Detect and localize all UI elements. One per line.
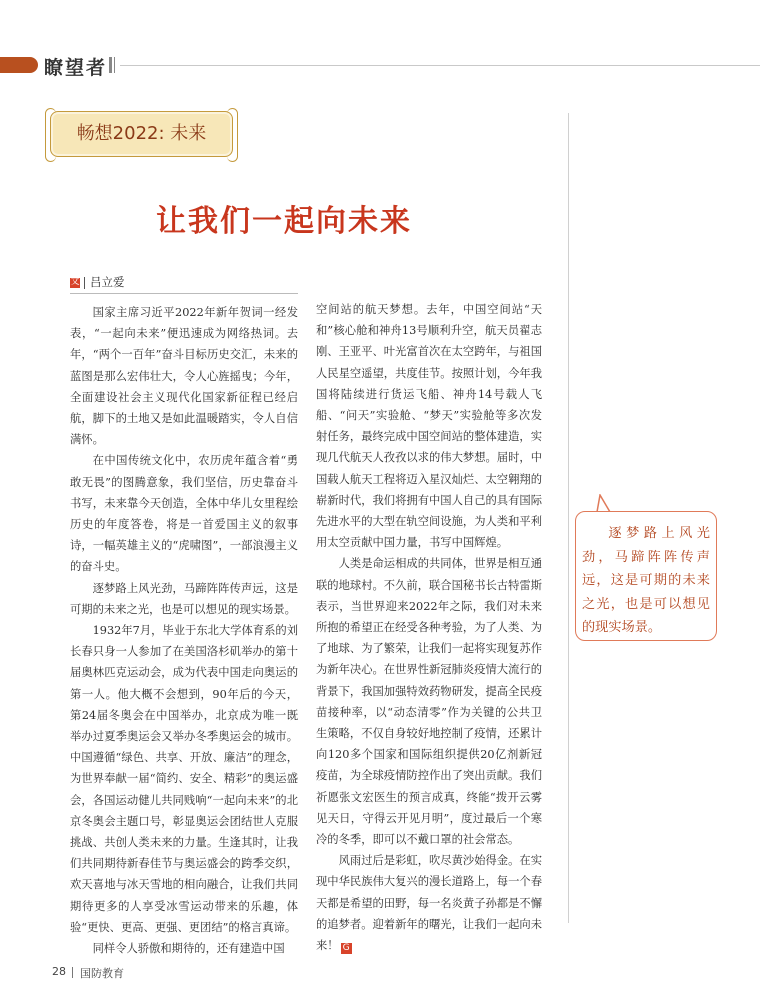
pull-quote-text: 逐梦路上风光劲，马蹄阵阵传声远，这是可期的未来之光，也是可以想见的现实场景。 (582, 526, 710, 635)
paragraph: 国家主席习近平2022年新年贺词一经发表，“一起向未来”便迅速成为网络热词。去年，“两个一百年”奋斗目标历史交汇，未来的蓝图是那么宏伟壮大，令人心旌摇曳；今年，全面建设社会主义现代化国家新征程已经启航，脚下的土地又是如此温暖踏实，令人自信满怀。 (70, 306, 298, 447)
header-rule (120, 65, 760, 66)
paragraph: 在中国传统文化中，农历虎年蕴含着“勇敢无畏”的图腾意象，我们坚信，历史靠奋斗书写，未来靠今天创造，全体中华儿女里程绘历史的年度答卷，将是一首爱国主义的叙事诗，一幅英雄主义的“虎啸图”，一部浪漫主义的奋斗史。 (70, 454, 298, 574)
page-number: 28 (52, 965, 66, 978)
end-mark-icon: G (341, 943, 352, 954)
author-mark-glyph: 文 (70, 277, 80, 287)
section-title: 瞭望者 (44, 57, 108, 79)
column-tag-text: 畅想2022: 未来 (76, 123, 207, 144)
publication-name: 国防教育 (80, 967, 124, 980)
speech-bubble-tail-icon (596, 494, 612, 512)
header-accent-bar (0, 57, 38, 73)
paragraph-continued: 空间站的航天梦想。去年，中国空间站“天和”核心舱和神舟13号顺利升空，航天员翟志刚、王亚平、叶光富首次在太空跨年，与祖国人民星空遥望，共度佳节。按照计划，今年我国将陆续进行货运飞船、神舟14号载人飞船、“问天”实验舱、“梦天”实验舱等多次发射任务，最终完成中国空间站的整体建造，实现几代航天人孜孜以求的伟大梦想。届时，中国载人航天工程将迈入星汉灿烂、太空翱翔的崭新时代，我们将拥有中国人自己的具有国际先进水平的大型在轨空间设施，为人类和平利用太空贡献中国力量，书写中国辉煌。 (316, 303, 542, 550)
paragraph: 逐梦路上风光劲，马蹄阵阵传声远，这是可期的未来之光，也是可以想见的现实场景。 (70, 581, 298, 616)
column-divider (568, 113, 569, 923)
paragraph: 人类是命运相成的共同体，世界是相互通联的地球村。不久前，联合国秘书长古特雷斯表示，当世界迎来2022年之际，我们对未来所抱的希望正在经受各种考验，为了人类、为了地球、为了繁荣，让我们一起将实现复苏作为新年决心。在世界性新冠肺炎疫情大流行的背景下，我国加强特效药物研发，提高全民疫苗接种率，以“动态清零”作为关键的公共卫生策略，不仅自身较好地控制了疫情，还累计向120多个国家和国际组织提供20亿剂新冠疫苗，为全球疫情防控作出了突出贡献。我们祈愿张文宏医生的预言成真，终能“拨开云雾见天日，守得云开见月明”，度过最后一个寒冷的冬季，即可以不戴口罩的社会常态。 (316, 557, 542, 847)
column-tag-badge (50, 111, 233, 157)
body-column-right (316, 299, 542, 956)
author-divider (84, 277, 85, 289)
author-name: 吕立爱 (90, 275, 125, 289)
paragraph: 1932年7月，毕业于东北大学体育系的刘长春只身一人参加了在美国洛杉矶举办的第十届奥林匹克运动会，成为代表中国走向奥运的第一人。他大概不会想到，90年后的今天，第24届冬奥会在中国举办，北京成为唯一既举办过夏季奥运会又举办冬季奥运会的城市。中国遵循“绿色、共享、开放、廉洁”的理念，为世界奉献一届“简约、安全、精彩”的奥运盛会，各国运动健儿共同贱响“一起向未来”的北京冬奥会主题口号，彰显奥运会团结世人克服挑战、共创人类未来的力量。生逢其时，让我们共同期待新春佳节与奥运盛会的跨季交织，欢天喜地与冰天雪地的相向融合，让我们共同期待更多的人享受冰雪运动带来的乐趣，体验“更快、更高、更强、更团结”的格言真谛。 (70, 624, 298, 934)
body-column-left (70, 302, 298, 959)
header-divider-thin (114, 57, 115, 73)
footer-divider (72, 967, 73, 978)
paragraph (316, 850, 542, 956)
author-rule (70, 293, 298, 294)
header-divider (109, 57, 112, 73)
paragraph: 同样令人骄傲和期待的，还有建造中国 (92, 942, 285, 956)
paragraph-text: 风雨过后是彩虹，吹尽黄沙始得金。在实现中华民族伟大复兴的漫长道路上，每一个春天都是希望的田野，每一名炎黄子孙都是不懈的追梦者。迎着新年的曙光，让我们一起向未来！ (316, 854, 542, 953)
article-headline: 让我们一起向未来 (156, 204, 412, 239)
